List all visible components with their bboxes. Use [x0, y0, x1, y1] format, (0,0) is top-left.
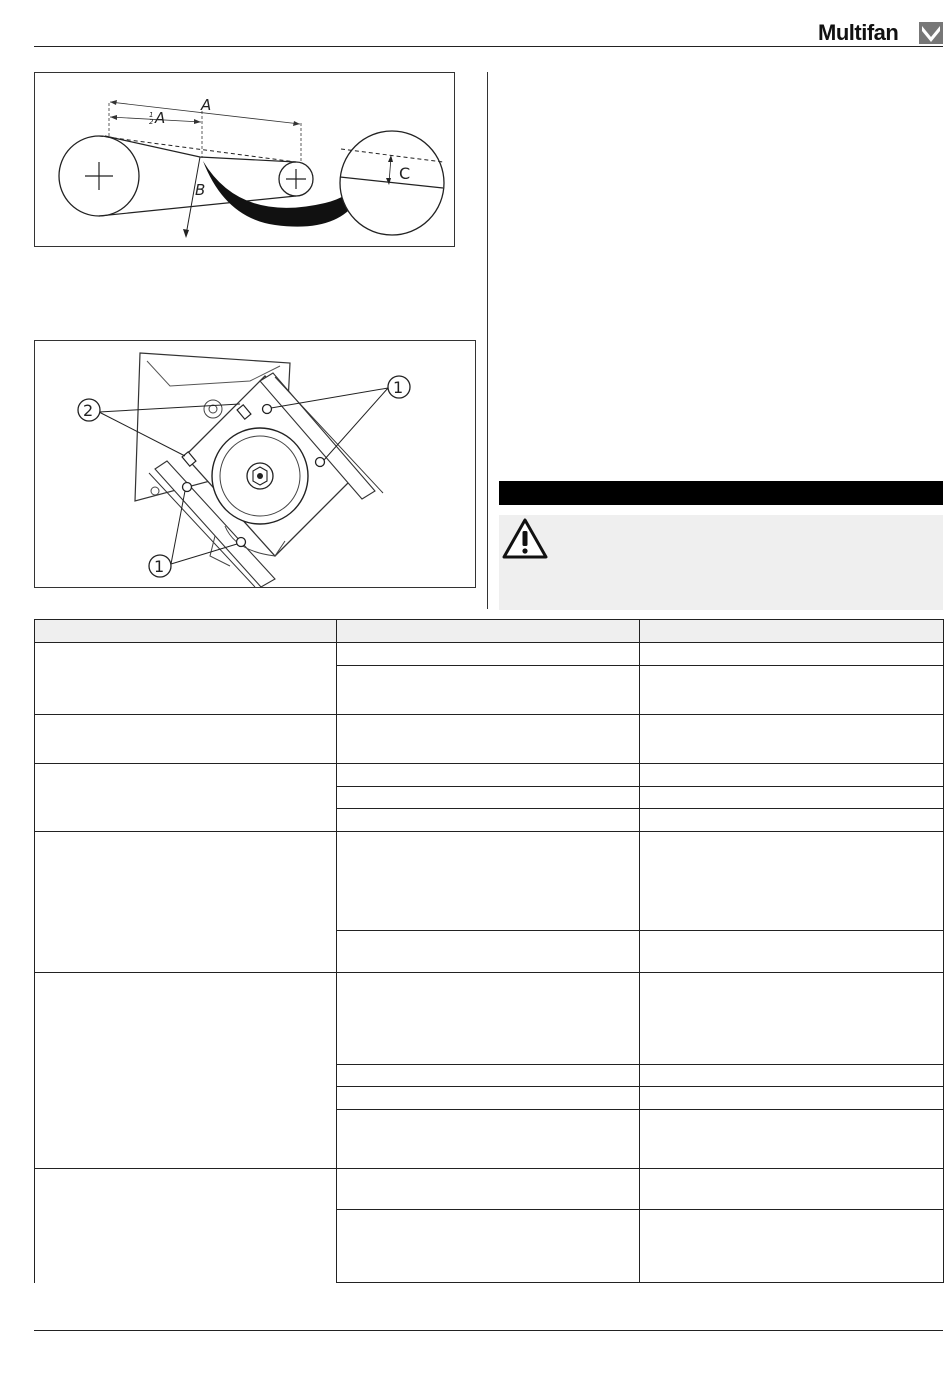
- belt-tension-figure: [34, 72, 455, 247]
- table-cell: [35, 1169, 337, 1283]
- column-divider: [487, 72, 488, 609]
- column-header: [35, 620, 337, 643]
- table-cell: [35, 832, 337, 973]
- warning-triangle-icon: [502, 517, 548, 559]
- table-cell: [337, 764, 640, 787]
- warning-panel: [499, 515, 943, 610]
- table-cell: [640, 1110, 944, 1169]
- table-cell: [640, 764, 944, 787]
- table-cell: [640, 787, 944, 809]
- table-cell: [640, 1169, 944, 1210]
- table-row: [35, 715, 944, 764]
- label-a: A: [201, 96, 212, 114]
- table-header-row: [35, 620, 944, 643]
- table-cell: [337, 931, 640, 973]
- table-row: [35, 832, 944, 931]
- table-row: [35, 764, 944, 787]
- table-cell: [640, 1087, 944, 1110]
- brand-logo: Multifan: [818, 20, 899, 45]
- belt-tension-diagram: [35, 73, 454, 246]
- table-cell: [337, 1065, 640, 1087]
- label-b: B: [195, 181, 206, 199]
- table-cell: [337, 787, 640, 809]
- callout-1-bottom: 1: [154, 557, 165, 576]
- table-cell: [337, 666, 640, 715]
- table-cell: [640, 809, 944, 832]
- table-cell: [337, 1169, 640, 1210]
- header-divider: [34, 46, 943, 47]
- table-cell: [337, 1087, 640, 1110]
- table-cell: [337, 1210, 640, 1283]
- table-cell: [640, 973, 944, 1065]
- motor-mount-illustration: [35, 341, 475, 587]
- table-cell: [35, 715, 337, 764]
- label-half-numerator: 1: [149, 111, 154, 119]
- down-arrow-chevron-icon: [919, 22, 943, 44]
- table-cell: [337, 643, 640, 666]
- label-half-a: A: [155, 109, 166, 127]
- table-cell: [640, 1210, 944, 1283]
- table-cell: [337, 832, 640, 931]
- table-cell: [640, 715, 944, 764]
- table-cell: [35, 973, 337, 1169]
- footer-divider: [34, 1330, 943, 1331]
- table-cell: [337, 1110, 640, 1169]
- callout-2: 2: [83, 401, 94, 420]
- table-row: [35, 1169, 944, 1210]
- table-cell: [640, 666, 944, 715]
- table-row: [35, 643, 944, 666]
- table-cell: [337, 809, 640, 832]
- column-header: [640, 620, 944, 643]
- table-cell: [640, 931, 944, 973]
- table-cell: [337, 973, 640, 1065]
- table-cell: [640, 832, 944, 931]
- troubleshooting-table: [34, 619, 944, 1283]
- table-cell: [35, 764, 337, 832]
- warning-header-bar: [499, 481, 943, 505]
- table-cell: [640, 643, 944, 666]
- table-cell: [640, 1065, 944, 1087]
- table-row: [35, 973, 944, 1065]
- table-cell: [337, 715, 640, 764]
- callout-1-top: 1: [393, 378, 404, 397]
- label-c: C: [399, 164, 411, 183]
- motor-mount-figure: [34, 340, 476, 588]
- table-cell: [35, 643, 337, 715]
- column-header: [337, 620, 640, 643]
- label-half-denominator: 2: [149, 118, 154, 126]
